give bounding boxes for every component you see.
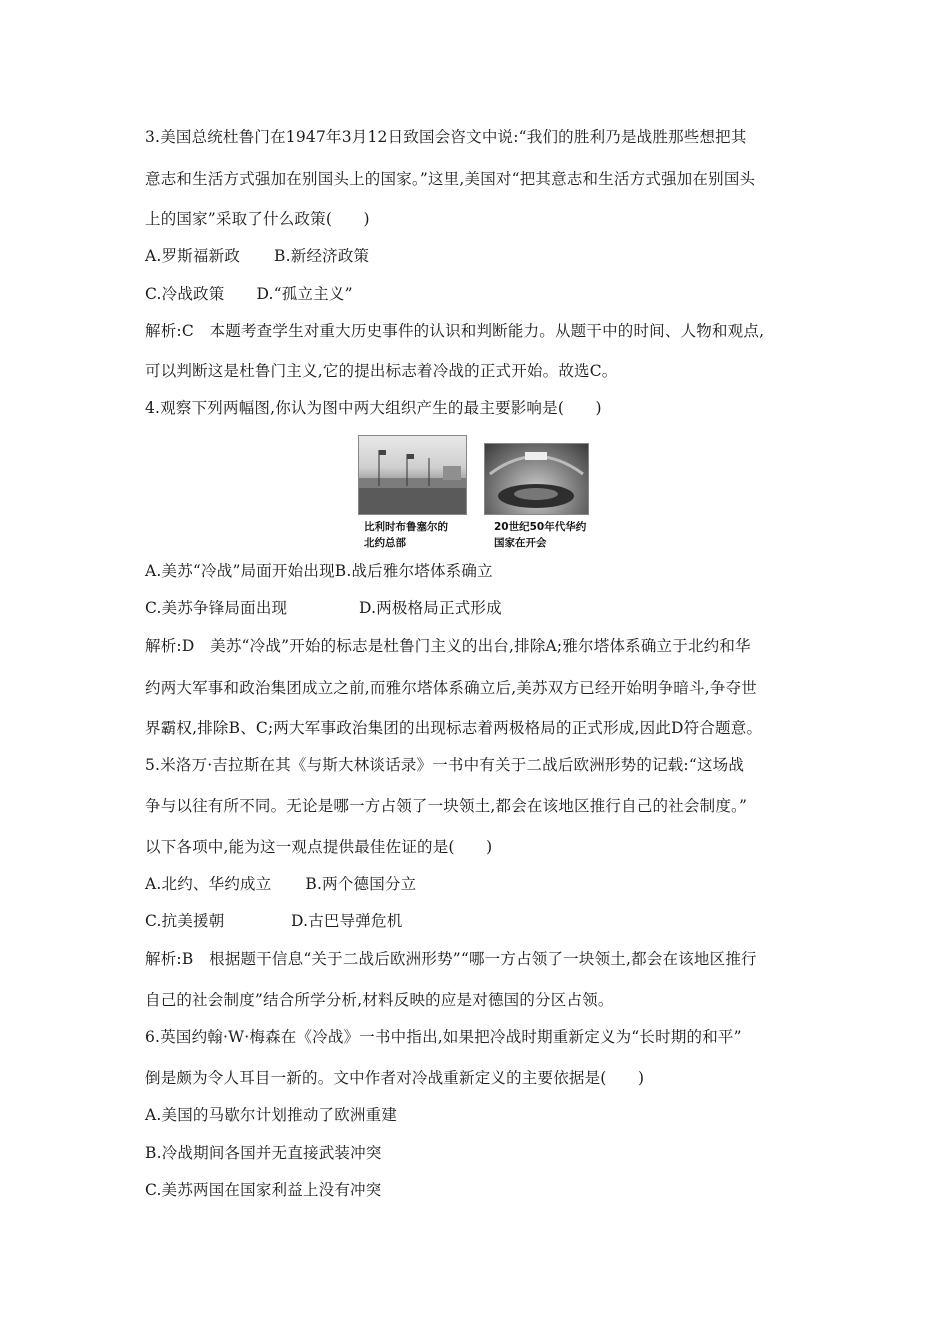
q3-option-b: B.新经济政策 — [274, 247, 370, 265]
q5-option-c: C.抗美援朝 — [145, 912, 225, 930]
q6-option-a: A.美国的马歇尔计划推动了欧洲重建 — [145, 1106, 398, 1124]
q5-option-d: D.古巴导弹危机 — [291, 912, 403, 930]
q3-option-a: A.罗斯福新政 — [145, 247, 241, 265]
q4-options-ab: A.美苏“冷战”局面开始出现B.战后雅尔塔体系确立 — [145, 562, 493, 580]
q5-option-b: B.两个德国分立 — [305, 875, 417, 893]
q4-analysis-line-2: 约两大军事和政治集团成立之前,而雅尔塔体系确立后,美苏双方已经开始明争暗斗,争夺世 — [145, 679, 757, 697]
q5-stem-line-2: 争与以往有所不同。无论是哪一方占领了一块领土,都会在该地区推行自己的社会制度。” — [145, 797, 748, 815]
q4-option-c: C.美苏争锋局面出现 — [145, 599, 288, 617]
q6-option-c: C.美苏两国在国家利益上没有冲突 — [145, 1181, 382, 1199]
q4-analysis-line-3: 界霸权,排除B、C;两大军事政治集团的出现标志着两极格局的正式形成,因此D符合题意。 — [145, 719, 763, 737]
caption-right-line-1: 20世纪50年代华约 — [494, 521, 587, 533]
caption-left-line-2: 北约总部 — [364, 537, 406, 549]
meeting-hall-icon — [485, 444, 588, 514]
q3-analysis-line-2: 可以判断这是杜鲁门主义,它的提出标志着冷战的正式开始。故选C。 — [145, 362, 618, 380]
q3-options-cd — [145, 284, 825, 304]
q3-stem-line-1: 3.美国总统杜鲁门在1947年3月12日致国会咨文中说:“我们的胜利乃是战胜那些想把其 — [145, 128, 747, 146]
flagpoles-icon — [359, 436, 466, 514]
q5-analysis-line-1: 解析:B 根据题干信息“关于二战后欧洲形势”“哪一方占领了一块领土,都会在该地区推行 — [145, 950, 757, 968]
q3-option-c: C.冷战政策 — [145, 285, 225, 303]
q5-analysis-line-2: 自己的社会制度”结合所学分析,材料反映的应是对德国的分区占领。 — [145, 991, 614, 1009]
caption-right-line-2: 国家在开会 — [494, 537, 547, 549]
q6-stem-line-2: 倒是颇为令人耳目一新的。文中作者对冷战重新定义的主要依据是( ) — [145, 1069, 645, 1087]
q5-option-a: A.北约、华约成立 — [145, 875, 272, 893]
q5-options-ab — [145, 874, 825, 894]
q4-stem-line-1: 4.观察下列两幅图,你认为图中两大组织产生的最主要影响是( ) — [145, 399, 602, 417]
q3-stem-line-3: 上的国家”采取了什么政策( ) — [145, 210, 370, 228]
nato-headquarters-photo — [358, 435, 467, 515]
q3-stem-line-2: 意志和生活方式强加在别国头上的国家。”这里,美国对“把其意志和生活方式强加在别国头 — [145, 170, 756, 188]
q5-stem-line-3: 以下各项中,能为这一观点提供最佳佐证的是( ) — [145, 838, 493, 856]
figure-caption-right — [494, 519, 586, 551]
q4-options-cd — [145, 598, 825, 618]
q6-stem-line-1: 6.英国约翰·W·梅森在《冷战》一书中指出,如果把冷战时期重新定义为“长时期的和平” — [145, 1028, 742, 1046]
figure-caption-left — [364, 519, 448, 551]
q4-option-d: D.两极格局正式形成 — [359, 599, 502, 617]
q4-analysis-line-1: 解析:D 美苏“冷战”开始的标志是杜鲁门主义的出台,排除A;雅尔塔体系确立于北约和华 — [145, 637, 751, 655]
q6-option-b: B.冷战期间各国并无直接武装冲突 — [145, 1144, 382, 1162]
q5-stem-line-1: 5.米洛万·吉拉斯在其《与斯大林谈话录》一书中有关于二战后欧洲形势的记载:“这场战 — [145, 756, 745, 774]
q3-options-ab — [145, 246, 825, 266]
q3-analysis-line-1: 解析:C 本题考查学生对重大历史事件的认识和判断能力。从题干中的时间、人物和观点, — [145, 322, 765, 340]
q3-option-d: D.“孤立主义” — [256, 285, 353, 303]
q4-figure — [358, 435, 598, 553]
q5-options-cd — [145, 911, 825, 931]
caption-left-line-1: 比利时布鲁塞尔的 — [364, 521, 448, 533]
warsaw-pact-meeting-photo — [484, 443, 589, 515]
